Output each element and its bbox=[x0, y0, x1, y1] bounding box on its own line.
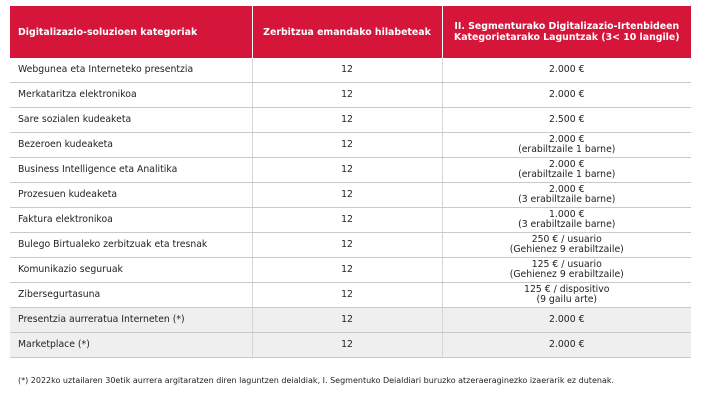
row-amount-value: 2.000 € bbox=[549, 63, 585, 75]
header-months: Zerbitzua emandako hilabeteak bbox=[252, 6, 442, 58]
row-amount-value: 2.000 € bbox=[549, 313, 585, 325]
row-months: 12 bbox=[252, 183, 442, 208]
row-amount-value: 2.000 € bbox=[549, 88, 585, 100]
row-amount-note: (erabiltzaile 1 barne) bbox=[518, 169, 616, 180]
row-category: Business Intelligence eta Analitika bbox=[10, 158, 252, 183]
row-months: 12 bbox=[252, 283, 442, 308]
row-category: Sare sozialen kudeaketa bbox=[10, 108, 252, 133]
row-aid-amount bbox=[442, 258, 691, 283]
row-months: 12 bbox=[252, 333, 442, 358]
row-months: 12 bbox=[252, 308, 442, 333]
row-aid-amount bbox=[442, 83, 691, 108]
row-months: 12 bbox=[252, 58, 442, 83]
table-row bbox=[10, 108, 691, 133]
row-amount-value: 250 € / usuario bbox=[531, 233, 602, 245]
row-category: Faktura elektronikoa bbox=[10, 208, 252, 233]
row-months: 12 bbox=[252, 133, 442, 158]
row-amount-value: 2.000 € bbox=[549, 183, 585, 195]
row-aid-amount bbox=[442, 208, 691, 233]
row-amount-note: (9 gailu arte) bbox=[536, 294, 598, 305]
header-aid-amount: II. Segmenturako Digitalizazio-Irtenbideen Kategorietarako Laguntzak (3< 10 langile) bbox=[442, 6, 691, 58]
table-row bbox=[10, 333, 691, 358]
row-amount-value: 125 € / dispositivo bbox=[524, 283, 610, 295]
row-amount-note: (3 erabiltzaile barne) bbox=[518, 219, 616, 230]
row-aid-amount bbox=[442, 283, 691, 308]
row-aid-amount bbox=[442, 108, 691, 133]
row-months: 12 bbox=[252, 83, 442, 108]
row-category: Zibersegurtasuna bbox=[10, 283, 252, 308]
table-row bbox=[10, 133, 691, 158]
row-category: Webgunea eta Interneteko presentzia bbox=[10, 58, 252, 83]
row-category: Merkataritza elektronikoa bbox=[10, 83, 252, 108]
row-aid-amount bbox=[442, 183, 691, 208]
row-aid-amount bbox=[442, 133, 691, 158]
row-months: 12 bbox=[252, 258, 442, 283]
aid-table-container bbox=[10, 6, 691, 358]
row-months: 12 bbox=[252, 233, 442, 258]
row-category: Marketplace (*) bbox=[10, 333, 252, 358]
table-row bbox=[10, 233, 691, 258]
row-aid-amount bbox=[442, 233, 691, 258]
table-body bbox=[10, 58, 691, 358]
table-header-row bbox=[10, 6, 691, 58]
row-category: Bulego Birtualeko zerbitzuak eta tresnak bbox=[10, 233, 252, 258]
table-row bbox=[10, 158, 691, 183]
row-category: Prozesuen kudeaketa bbox=[10, 183, 252, 208]
row-category: Komunikazio seguruak bbox=[10, 258, 252, 283]
row-amount-value: 1.000 € bbox=[549, 208, 585, 220]
row-aid-amount bbox=[442, 158, 691, 183]
row-months: 12 bbox=[252, 108, 442, 133]
row-amount-value: 2.000 € bbox=[549, 338, 585, 350]
row-amount-value: 2.000 € bbox=[549, 133, 585, 145]
table-row bbox=[10, 83, 691, 108]
table-row bbox=[10, 208, 691, 233]
row-aid-amount bbox=[442, 333, 691, 358]
row-category: Presentzia aurreratua Interneten (*) bbox=[10, 308, 252, 333]
row-amount-note: (3 erabiltzaile barne) bbox=[518, 194, 616, 205]
row-months: 12 bbox=[252, 208, 442, 233]
table-row bbox=[10, 183, 691, 208]
header-category: Digitalizazio-soluzioen kategoriak bbox=[10, 6, 252, 58]
row-months: 12 bbox=[252, 158, 442, 183]
row-amount-note: (erabiltzaile 1 barne) bbox=[518, 144, 616, 155]
footnote: (*) 2022ko uztailaren 30etik aurrera argitaratzen diren laguntzen deialdiak, I. Segmentuko Deialdiari buruzko atzeraeraginezko izaerarik ez dutenak. bbox=[18, 376, 615, 385]
row-aid-amount bbox=[442, 58, 691, 83]
digitalization-aid-table bbox=[10, 6, 691, 358]
table-row bbox=[10, 58, 691, 83]
row-amount-value: 2.000 € bbox=[549, 158, 585, 170]
row-amount-note: (Gehienez 9 erabiltzaile) bbox=[509, 269, 624, 280]
table-row bbox=[10, 308, 691, 333]
row-amount-note: (Gehienez 9 erabiltzaile) bbox=[509, 244, 624, 255]
table-row bbox=[10, 283, 691, 308]
row-amount-value: 125 € / usuario bbox=[531, 258, 602, 270]
table-row bbox=[10, 258, 691, 283]
row-aid-amount bbox=[442, 308, 691, 333]
row-amount-value: 2.500 € bbox=[549, 113, 585, 125]
row-category: Bezeroen kudeaketa bbox=[10, 133, 252, 158]
